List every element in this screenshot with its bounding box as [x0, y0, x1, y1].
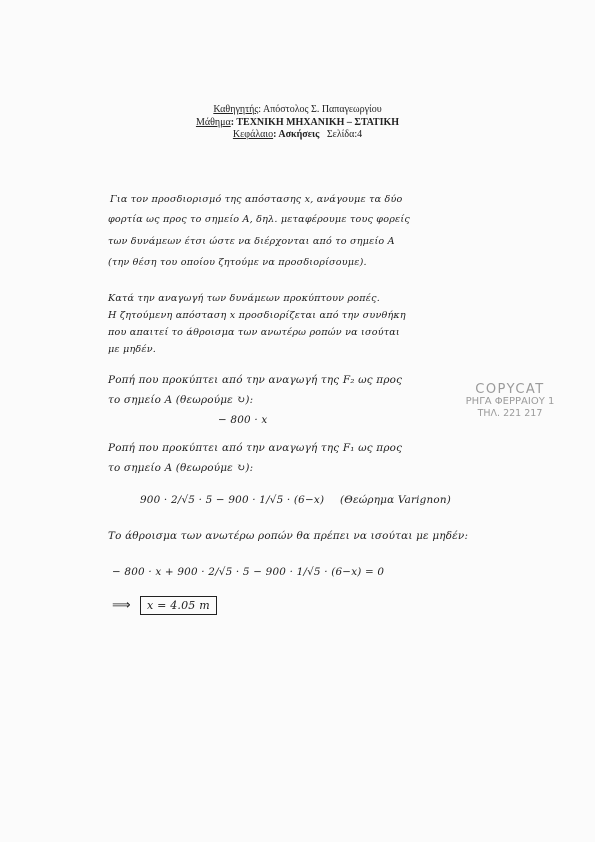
moment-f2-expression: − 800 · x: [218, 414, 268, 426]
course-label: Μάθημα: [195, 117, 231, 128]
moment-f2-line-1: Ροπή που προκύπτει από την αναγωγή της F₂ ως προς: [108, 374, 403, 386]
result-box: x = 4.05 m: [140, 596, 217, 615]
moment-f1-line-1-text: Ροπή που προκύπτει από την αναγωγή της F₁ ως προς: [108, 442, 403, 454]
stamp-line-2: ΡΗΓΑ ΦΕΡΡΑΙΟΥ 1: [465, 396, 555, 407]
paragraph-2-line-2: Η ζητούμενη απόσταση x προσδιορίζεται από την συνθήκη: [108, 310, 406, 321]
moment-f1-line-2: το σημείο A (θεωρούμε ↻):: [108, 462, 254, 474]
paragraph-1-line-3: των δυνάμεων έτσι ώστε να διέρχονται από το σημείο A: [108, 236, 395, 247]
stamp-line-1: COPYCAT: [475, 382, 545, 397]
instructor-name: : Απόστολος Σ. Παπαγεωργίου: [258, 104, 382, 115]
copycat-stamp: [440, 383, 580, 419]
paragraph-2-line-4: με μηδέν.: [108, 344, 157, 355]
stamp-line-3: ΤΗΛ. 221 217: [477, 408, 543, 419]
header-instructor: [0, 104, 595, 116]
varignon-note: (Θεώρημα Varignon): [340, 494, 452, 506]
moment-f2-line-2: το σημείο A (θεωρούμε ↻):: [108, 394, 254, 406]
chapter-name: : Ασκήσεις: [273, 129, 320, 140]
header-course: [0, 117, 595, 129]
sum-condition-line: Το άθροισμα των ανωτέρω ροπών θα πρέπει να ισούται με μηδέν:: [108, 530, 469, 542]
paragraph-2-line-3: που απαιτεί το άθροισμα των ανωτέρω ροπών να ισούται: [108, 327, 400, 338]
course-name: : ΤΕΧΝΙΚΗ ΜΗΧΑΝΙΚΗ – ΣΤΑΤΙΚΗ: [230, 117, 400, 128]
moment-equation: − 800 · x + 900 · 2/√5 · 5 − 900 · 1/√5 · (6−x) = 0: [112, 566, 385, 578]
header-chapter: [0, 129, 595, 141]
page-number: Σελίδα:4: [326, 129, 363, 140]
instructor-label: Καθηγητής: [213, 104, 259, 115]
paragraph-2-line-1: Κατά την αναγωγή των δυνάμεων προκύπτουν ροπές.: [108, 293, 380, 304]
paragraph-1-line-2: φορτία ως προς το σημείο A, δηλ. μεταφέρουμε τους φορείς: [108, 214, 410, 225]
chapter-label: Κεφάλαιο: [232, 129, 274, 140]
paragraph-1-line-4: (την θέση του οποίου ζητούμε να προσδιορίσουμε).: [108, 257, 367, 268]
paragraph-1-line-1: Για τον προσδιορισμό της απόστασης x, ανάγουμε τα δύο: [110, 194, 403, 205]
moment-f1-expression: 900 · 2/√5 · 5 − 900 · 1/√5 · (6−x): [140, 494, 325, 506]
implies-arrow: ⟹: [112, 598, 131, 613]
